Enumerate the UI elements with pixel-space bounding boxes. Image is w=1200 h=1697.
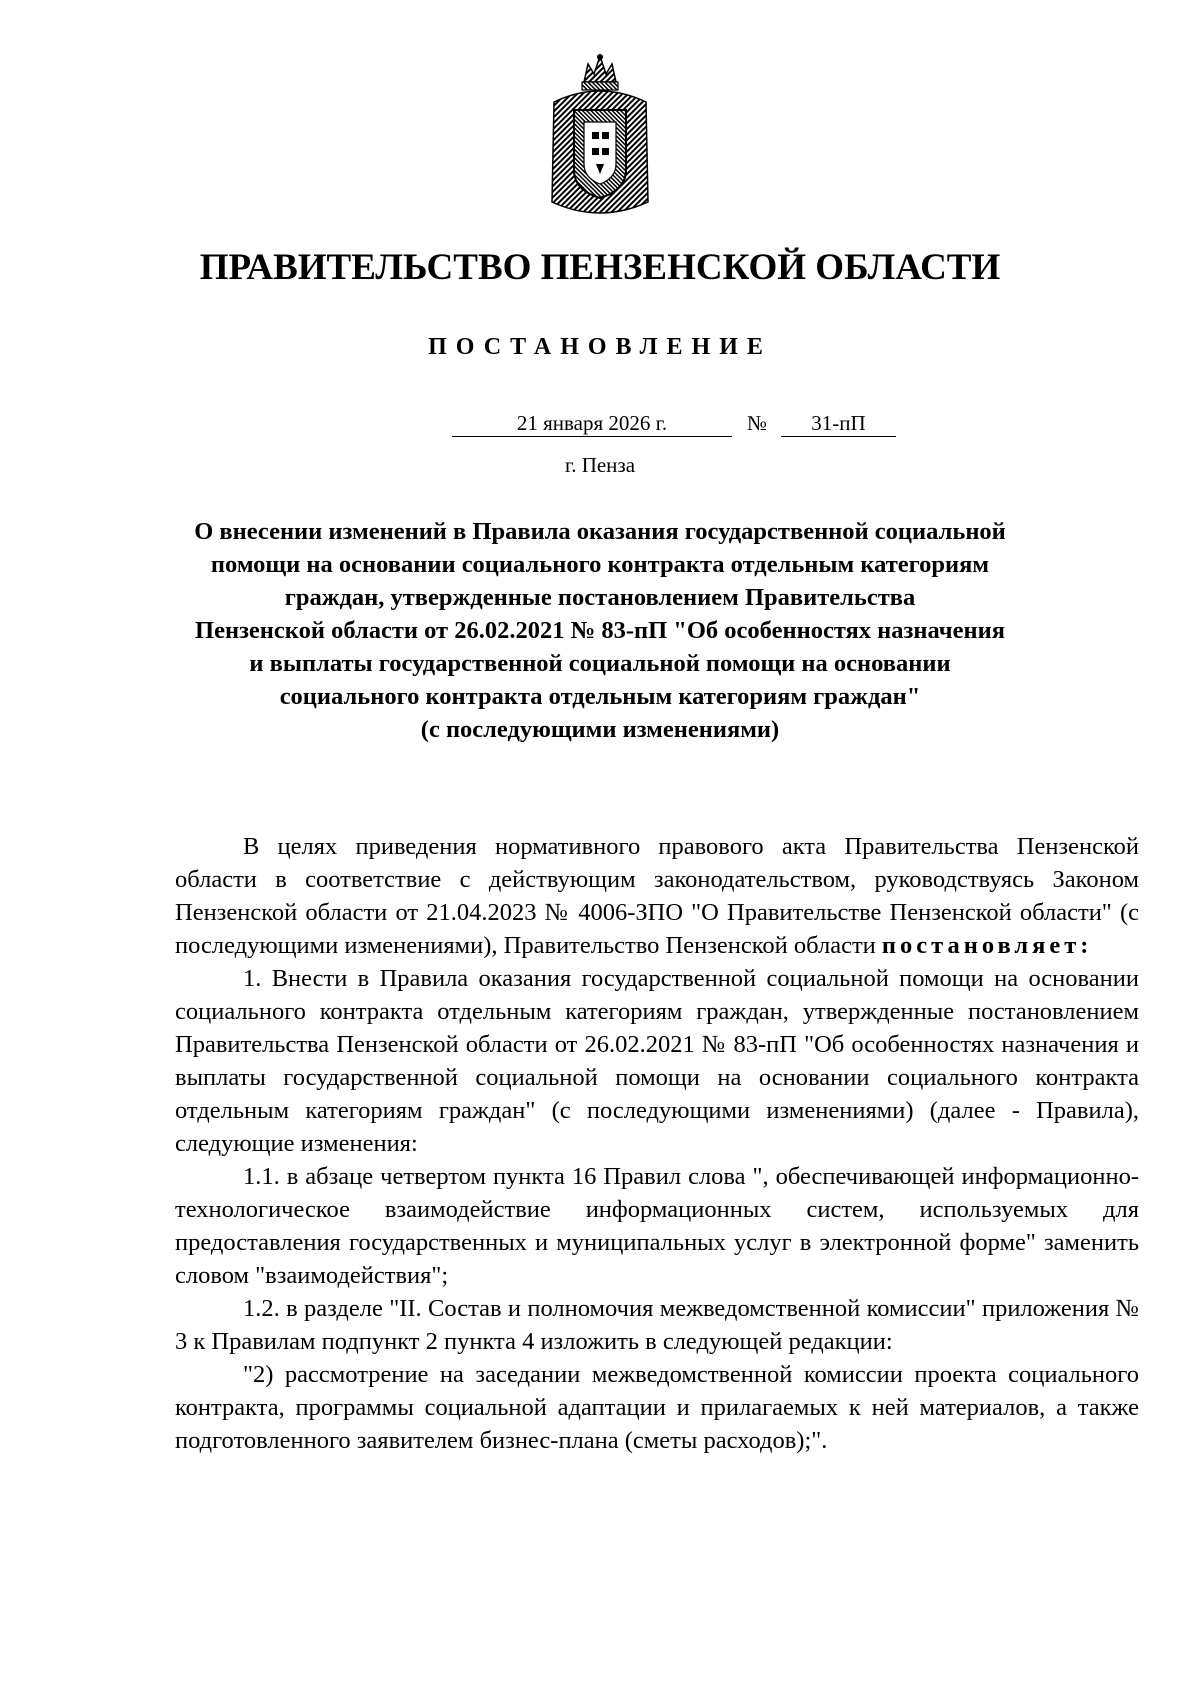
coat-of-arms-icon	[544, 52, 656, 222]
body-paragraph: 1.1. в абзаце четвертом пункта 16 Правил слова ", обеспечивающей информационно-технологическое взаимодействие информационных систем, используемых для предоставления государственных и муниципальных услуг в электронной форме" заменить словом "взаимодействия";	[175, 1163, 1139, 1289]
resolves-word: постановляет:	[881, 932, 1093, 959]
document-subject	[150, 515, 1050, 746]
subject-line: помощи на основании социального контракта отдельным категориям	[210, 551, 990, 578]
document-number: 31-пП	[781, 410, 896, 437]
city-label: г. Пенза	[564, 453, 636, 477]
subject-line: О внесении изменений в Правила оказания государственной социальной	[194, 518, 1006, 545]
preamble-text: В целях приведения нормативного правового акта Правительства Пензенской области в соответствие с действующим законодательством, руководствуясь Законом Пензенской области от 21.04.2023 № 4006-ЗПО "О Правительстве Пензенской области" (с последующими изменениями), Правительство Пензенской области	[175, 833, 1139, 959]
authority-title: ПРАВИТЕЛЬСТВО ПЕНЗЕНСКОЙ ОБЛАСТИ	[199, 247, 1001, 288]
body-paragraph: "2) рассмотрение на заседании межведомственной комиссии проекта социального контракта, программы социальной адаптации и прилагаемых к ней материалов, а также подготовленного заявителем бизнес-плана (сметы расходов);".	[175, 1361, 1139, 1454]
body-paragraph: 1.2. в разделе "II. Состав и полномочия межведомственной комиссии" приложения № 3 к Правилам подпункт 2 пункта 4 изложить в следующей редакции:	[175, 1295, 1139, 1355]
document-body	[175, 830, 1139, 1457]
subject-line: (с последующими изменениями)	[420, 716, 780, 743]
subject-line: и выплаты государственной социальной помощи на основании	[249, 650, 951, 677]
preamble-paragraph	[175, 830, 1139, 962]
document-type: ПОСТАНОВЛЕНИЕ	[428, 334, 772, 360]
document-date: 21 января 2026 г.	[452, 410, 732, 437]
subject-line: социального контракта отдельным категориям граждан"	[279, 683, 921, 710]
subject-line: Пензенской области от 26.02.2021 № 83-пП "Об особенностях назначения	[195, 617, 1005, 644]
subject-line: граждан, утвержденные постановлением Правительства	[284, 584, 916, 611]
body-paragraph: 1. Внести в Правила оказания государственной социальной помощи на основании социального контракта отдельным категориям граждан, утвержденные постановлением Правительства Пензенской области от 26.02.2021 № 83-пП "Об особенностях назначения и выплаты государственной социальной помощи на основании социального контракта отдельным категориям граждан" (с последующими изменениями) (далее - Правила), следующие изменения:	[175, 965, 1139, 1157]
number-sign: №	[746, 411, 768, 435]
